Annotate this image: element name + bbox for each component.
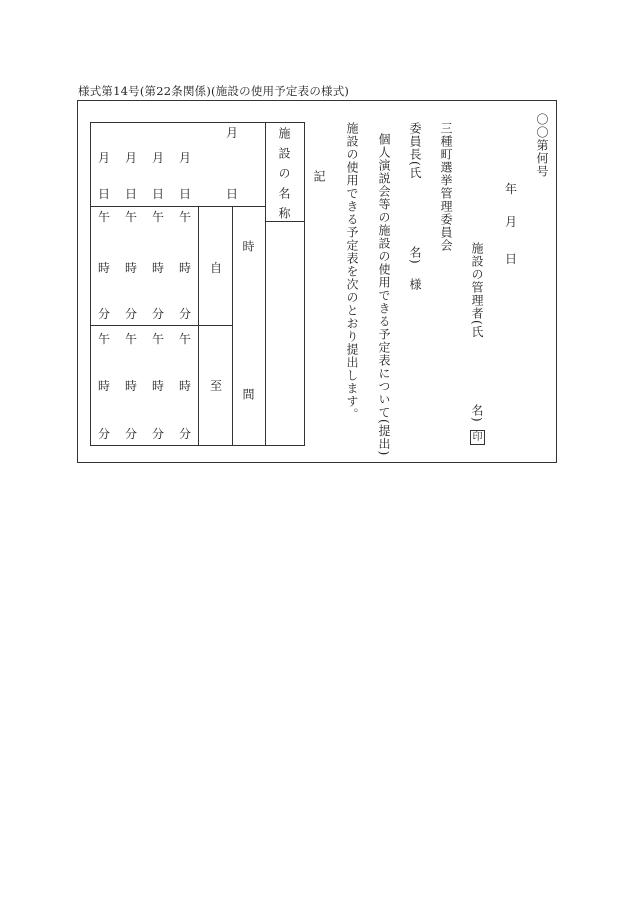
time-cell-ampm: 午 (98, 210, 111, 224)
time-cell-minute: 分 (152, 427, 165, 441)
recipient-org: 三種町選挙管理委員会 (439, 122, 453, 252)
time-cell-minute: 分 (125, 427, 138, 441)
sender-prefix: 施設の管理者(氏 (470, 242, 484, 339)
time-cell-hour: 時 (98, 379, 111, 393)
time-cell-minute: 分 (98, 427, 111, 441)
to-label: 至 (210, 379, 223, 393)
table-header-day: 日 (226, 187, 239, 201)
body-text: 施設の使用できる予定表を次のとおり提出します。 (345, 122, 359, 421)
facility-name-header: 施設の名称 (277, 127, 291, 227)
time-cell-ampm: 午 (179, 332, 192, 346)
date-cell-month: 月 (179, 151, 192, 165)
form-title: 様式第14号(第22条関係)(施設の使用予定表の様式) (78, 84, 350, 98)
time-cell-ampm: 午 (125, 210, 138, 224)
recipient-name-prefix: 委員長(氏 (408, 122, 422, 180)
time-cell-minute: 分 (152, 307, 165, 321)
date-day: 日 (505, 252, 518, 266)
time-cell-hour: 時 (125, 379, 138, 393)
date-cell-day: 日 (152, 187, 165, 201)
time-cell-hour: 時 (179, 379, 192, 393)
doc-number: 〇〇第何号 (535, 113, 549, 178)
time-cell-hour: 時 (152, 379, 165, 393)
time-header: 時間 (241, 240, 255, 536)
time-cell-minute: 分 (179, 427, 192, 441)
time-cell-hour: 時 (152, 261, 165, 275)
date-cell-month: 月 (125, 151, 138, 165)
time-cell-ampm: 午 (179, 210, 192, 224)
time-cell-minute: 分 (179, 307, 192, 321)
time-cell-ampm: 午 (125, 332, 138, 346)
date-month: 月 (505, 215, 518, 229)
time-cell-hour: 時 (98, 261, 111, 275)
time-cell-hour: 時 (125, 261, 138, 275)
form-box (77, 100, 557, 463)
time-cell-ampm: 午 (98, 332, 111, 346)
time-cell-minute: 分 (98, 307, 111, 321)
date-cell-day: 日 (125, 187, 138, 201)
recipient-honorific: 様 (408, 278, 422, 291)
date-year: 年 (505, 182, 518, 196)
sender-suffix: 名) (470, 404, 484, 423)
time-cell-ampm: 午 (152, 332, 165, 346)
note-label: 記 (312, 170, 326, 183)
time-cell-hour: 時 (179, 261, 192, 275)
time-cell-minute: 分 (125, 307, 138, 321)
seal-mark: 印 (470, 430, 485, 445)
date-cell-month: 月 (98, 151, 111, 165)
date-cell-month: 月 (152, 151, 165, 165)
table-header-month: 月 (226, 126, 239, 140)
from-label: 自 (210, 261, 223, 275)
date-cell-day: 日 (179, 187, 192, 201)
time-cell-ampm: 午 (152, 210, 165, 224)
recipient-name-suffix: 名) (408, 246, 422, 265)
subject: 個人演説会等の施設の使用できる予定表について(提出) (377, 133, 391, 457)
date-cell-day: 日 (98, 187, 111, 201)
